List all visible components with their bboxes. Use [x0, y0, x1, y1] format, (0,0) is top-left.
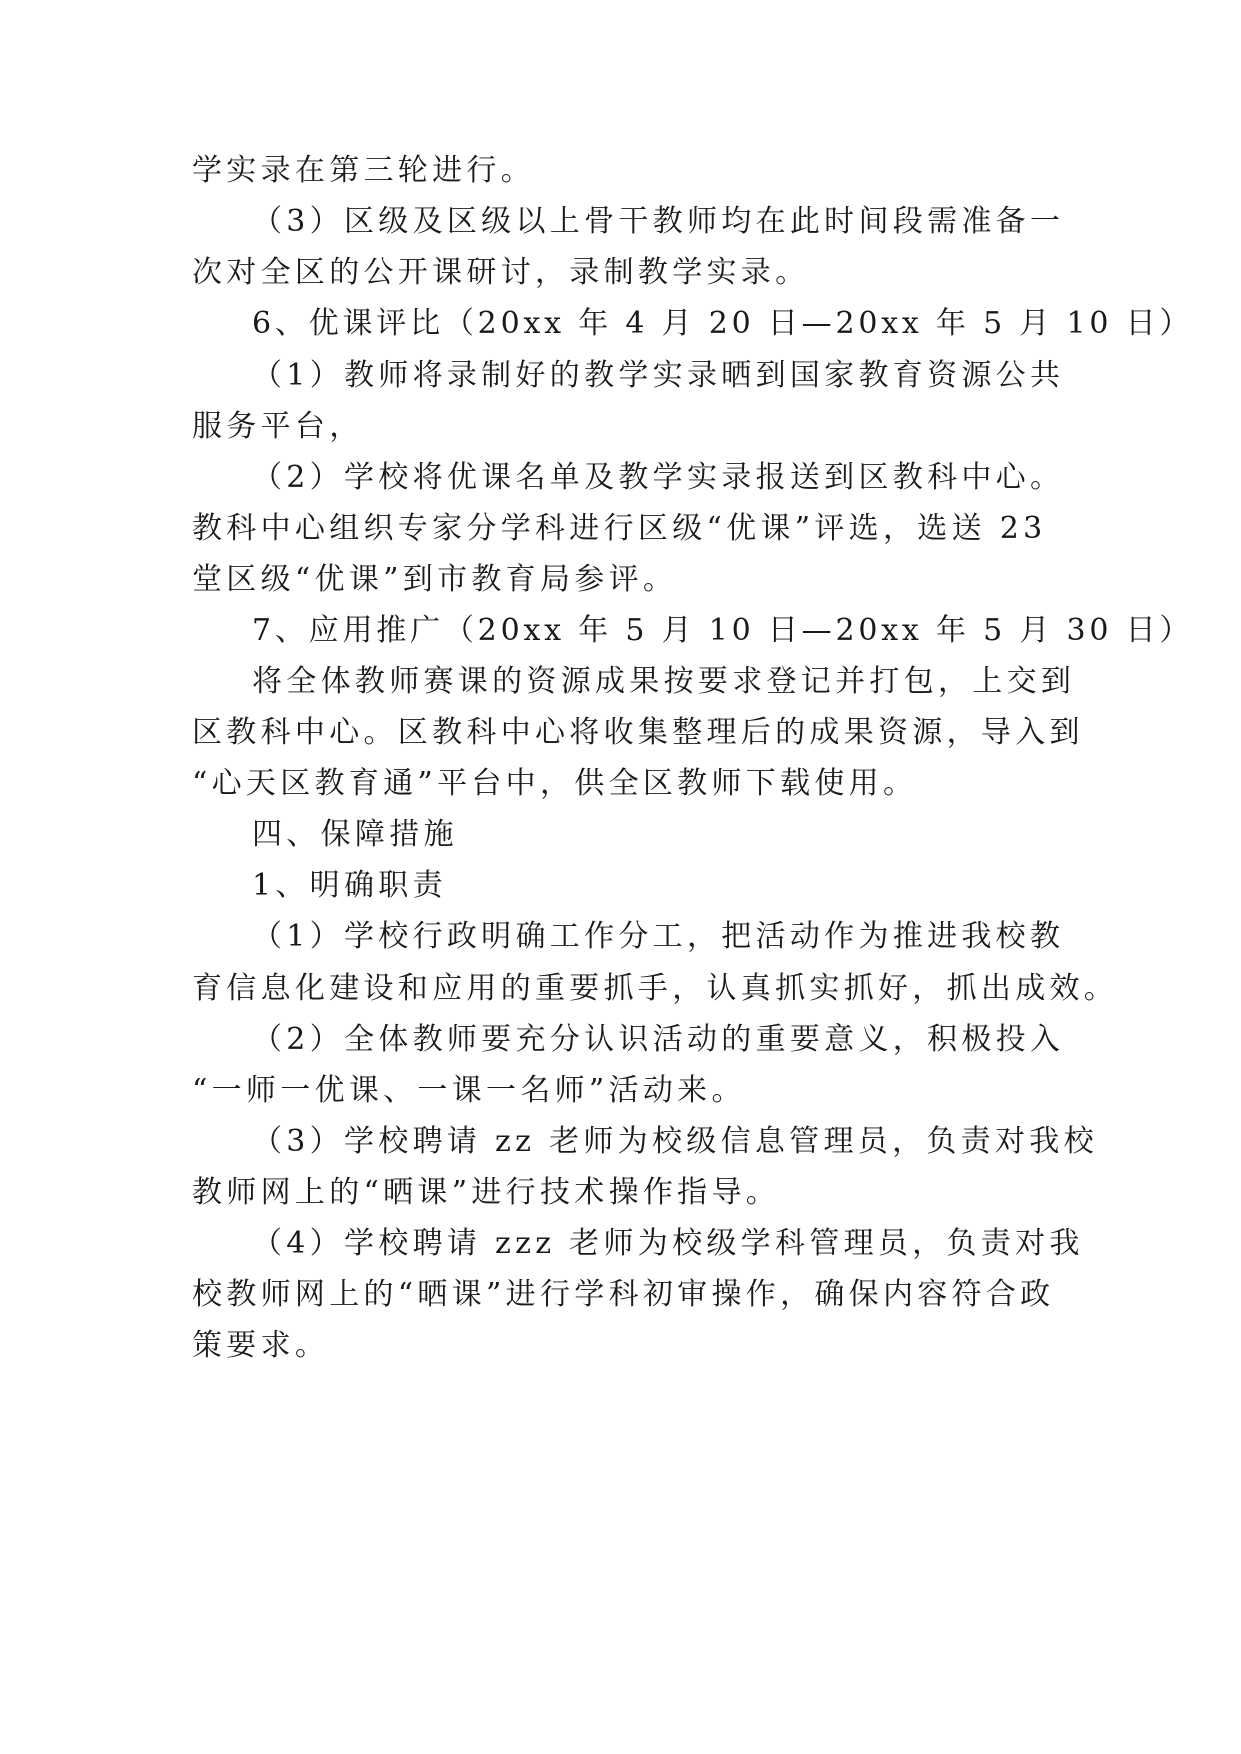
text-line: （3）区级及区级以上骨干教师均在此时间段需准备一 — [252, 204, 1065, 239]
section-heading: 1、明确职责 — [252, 868, 447, 903]
text-line: 教科中心组织专家分学科进行区级“优课”评选，选送 23 — [192, 511, 1047, 546]
section-heading: 四、保障措施 — [252, 817, 458, 852]
text-line: 策要求。 — [192, 1328, 330, 1363]
section-heading: 6、优课评比（20xx 年 4 月 20 日—20xx 年 5 月 10 日） — [252, 306, 1194, 341]
text-line: 学实录在第三轮进行。 — [192, 153, 535, 188]
text-line: （4）学校聘请 zzz 老师为校级学科管理员，负责对我 — [252, 1226, 1084, 1261]
text-line: （2）全体教师要充分认识活动的重要意义，积极投入 — [252, 1022, 1065, 1057]
text-line: “心天区教育通”平台中，供全区教师下载使用。 — [192, 766, 918, 801]
text-line: “一师一优课、一课一名师”活动来。 — [192, 1073, 746, 1108]
text-line: 区教科中心。区教科中心将收集整理后的成果资源，导入到 — [192, 715, 1084, 750]
text-line: （2）学校将优课名单及教学实录报送到区教科中心。 — [252, 460, 1065, 495]
text-line: 育信息化建设和应用的重要抓手，认真抓实抓好，抓出成效。 — [192, 971, 1119, 1006]
text-line: 教师网上的“晒课”进行技术操作指导。 — [192, 1175, 781, 1210]
text-line: 将全体教师赛课的资源成果按要求登记并打包，上交到 — [252, 664, 1076, 699]
text-line: （3）学校聘请 zz 老师为校级信息管理员，负责对我校 — [252, 1124, 1098, 1159]
text-line: （1）教师将录制好的教学实录晒到国家教育资源公共 — [252, 358, 1065, 393]
text-line: （1）学校行政明确工作分工，把活动作为推进我校教 — [252, 919, 1065, 954]
text-line: 校教师网上的“晒课”进行学科初审操作，确保内容符合政 — [192, 1277, 1055, 1312]
text-line: 服务平台， — [192, 409, 364, 444]
text-line: 次对全区的公开课研讨，录制教学实录。 — [192, 255, 810, 290]
section-heading: 7、应用推广（20xx 年 5 月 10 日—20xx 年 5 月 30 日） — [252, 613, 1194, 648]
text-line: 堂区级“优课”到市教育局参评。 — [192, 562, 678, 597]
